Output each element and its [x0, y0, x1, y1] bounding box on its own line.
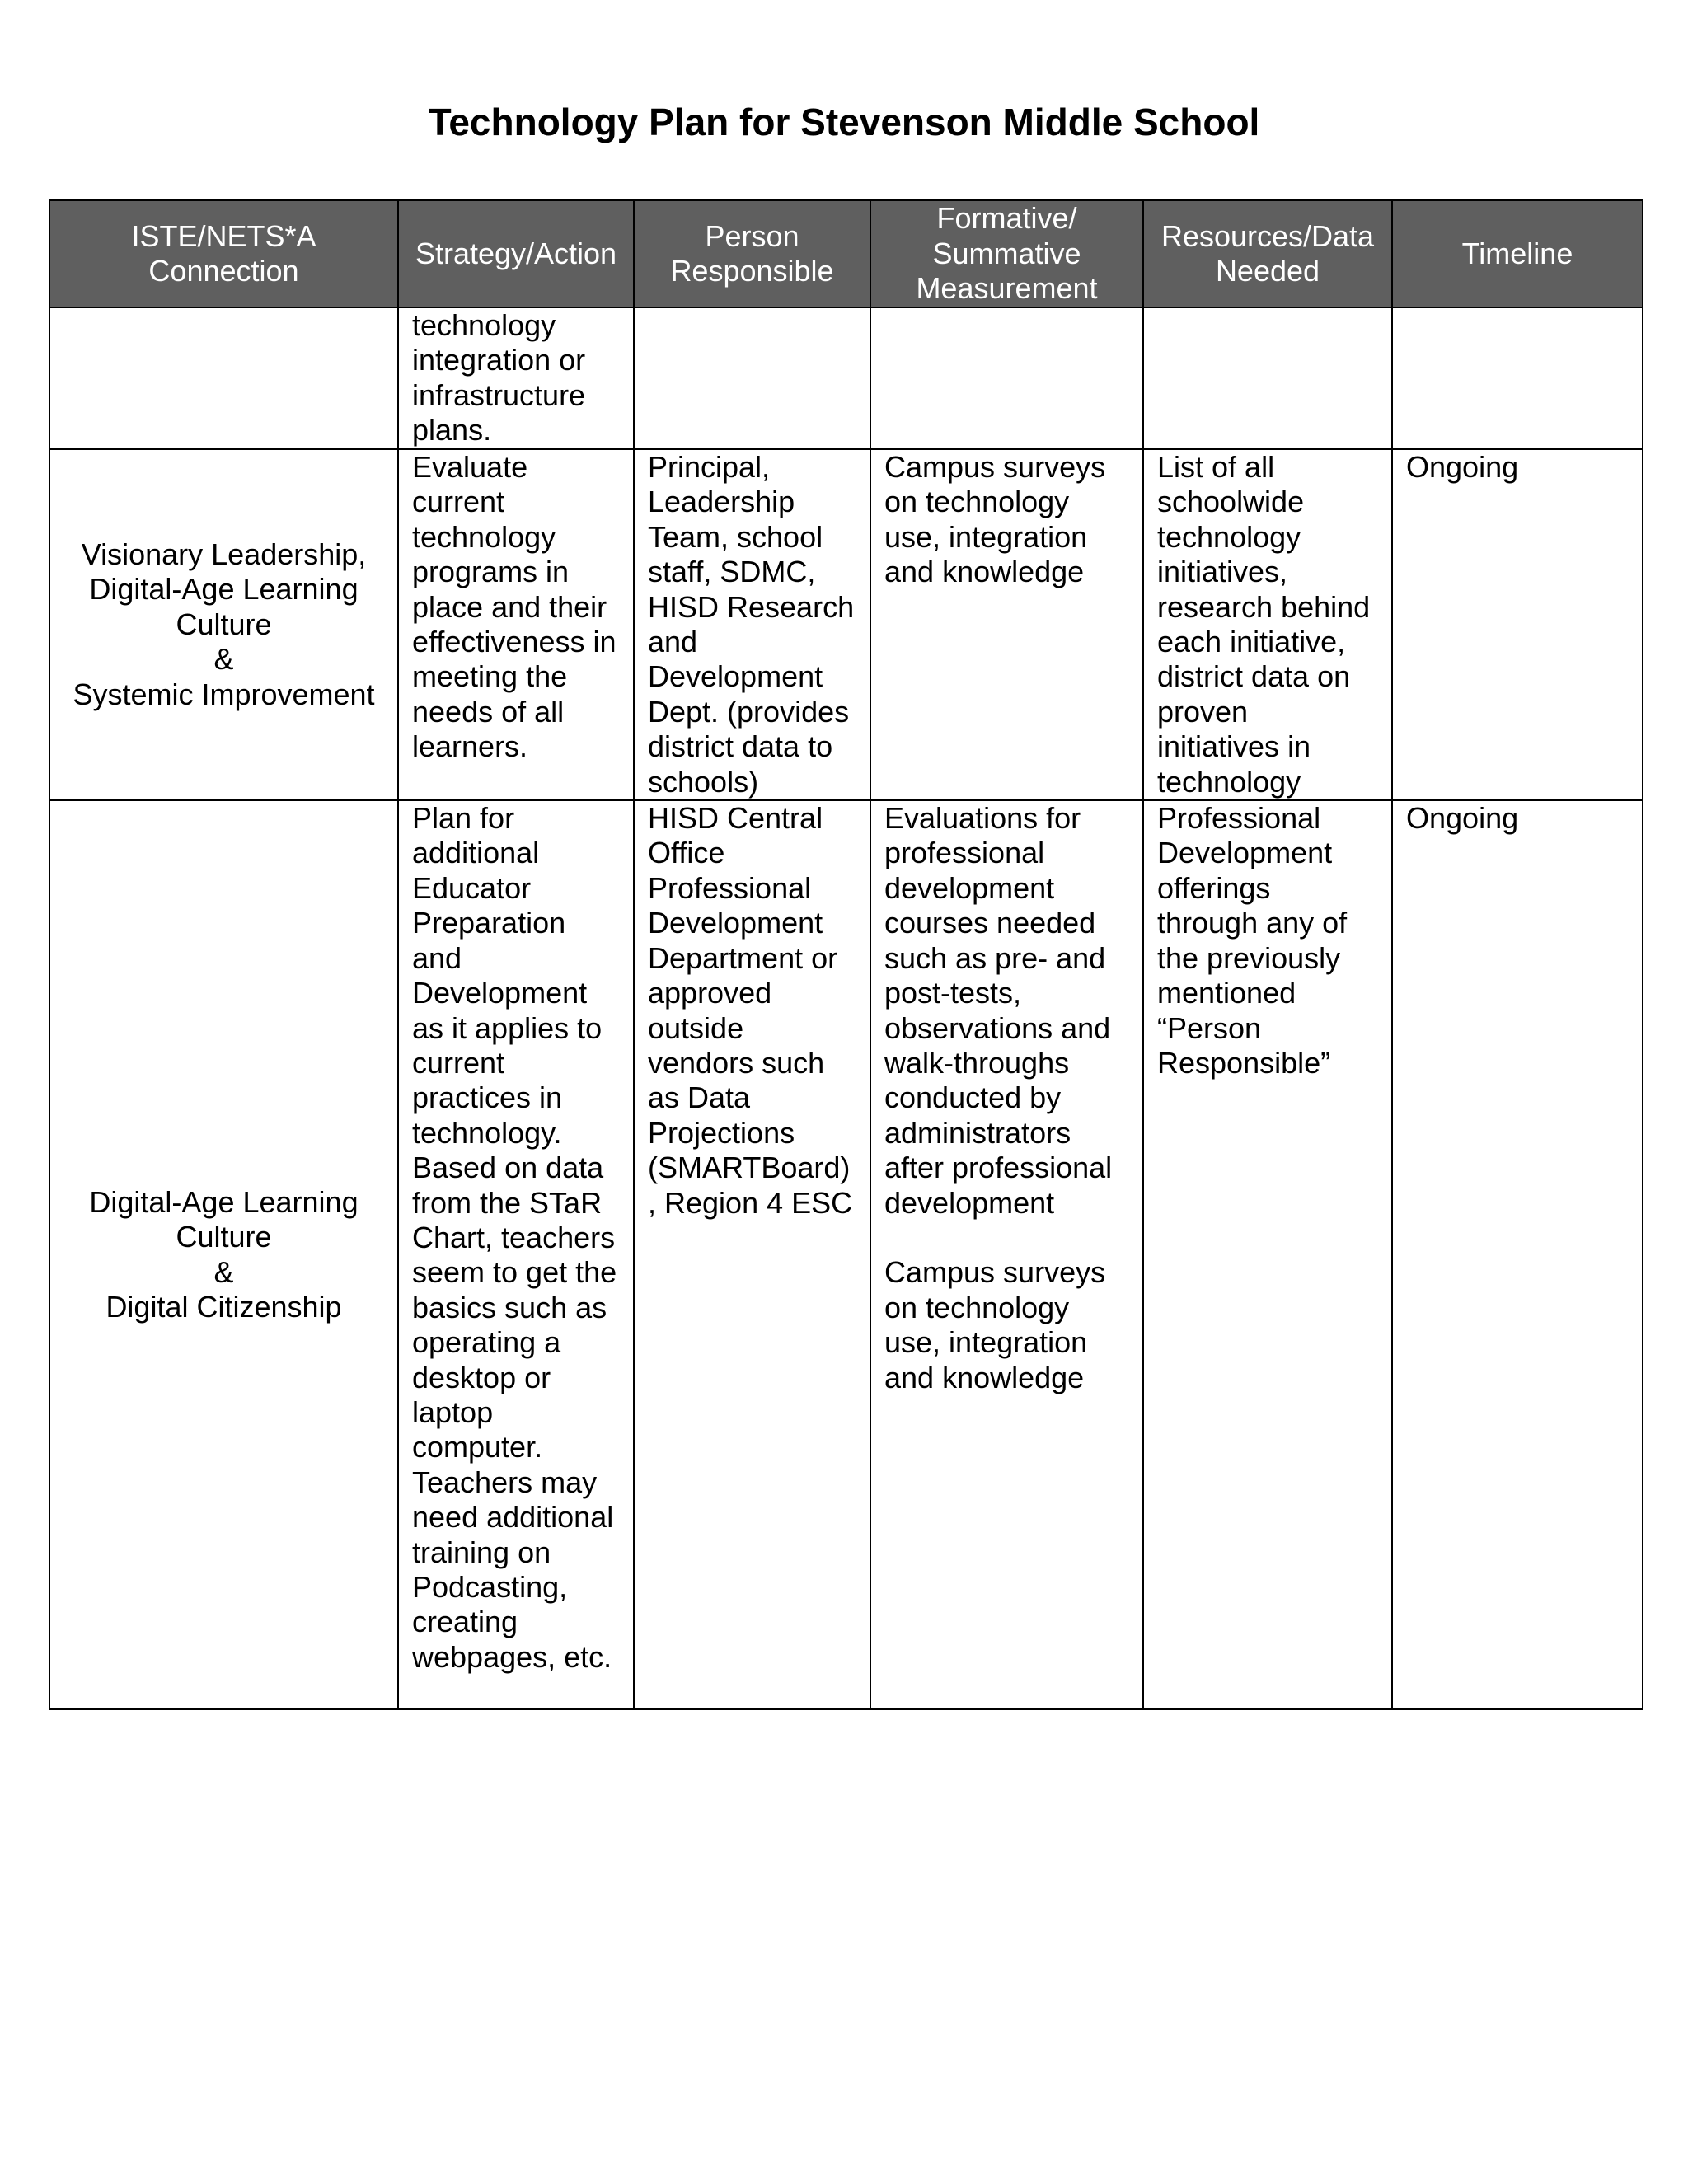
- cell-measurement: Campus surveys on technology use, integration and knowledge: [870, 449, 1143, 800]
- cell-strategy-action: Evaluate current technology programs in place and their effectiveness in meeting the needs of all learners.: [398, 449, 634, 800]
- header-timeline: Timeline: [1392, 200, 1643, 307]
- cell-person-responsible: Principal, Leadership Team, school staff, SDMC, HISD Research and Development Dept. (provides district data to schools): [634, 449, 870, 800]
- cell-timeline: [1392, 307, 1643, 449]
- cell-strategy-action: Plan for additional Educator Preparation and Development as it applies to current practices in technology. Based on data from the STaR Chart, teachers seem to get the basics such as operating a desktop or laptop computer. Teachers may need additional training on Podcasting, creating webpages, etc.: [398, 800, 634, 1709]
- cell-resources-data: Professional Development offerings through any of the previously mentioned “Person Responsible”: [1143, 800, 1392, 1709]
- header-strategy-action: Strategy/Action: [398, 200, 634, 307]
- cell-resources-data: List of all schoolwide technology initiatives, research behind each initiative, district data on proven initiatives in technology: [1143, 449, 1392, 800]
- cell-resources-data: [1143, 307, 1392, 449]
- page-title: Technology Plan for Stevenson Middle School: [428, 101, 1260, 143]
- cell-measurement: [870, 307, 1143, 449]
- technology-plan-table: [49, 199, 1643, 1710]
- cell-iste-connection: Digital-Age Learning Culture & Digital Citizenship: [49, 800, 398, 1709]
- cell-measurement: Evaluations for professional development courses needed such as pre- and post-tests, observations and walk-throughs conducted by administrators after professional development Campus surveys on technology use, integration and knowledge: [870, 800, 1143, 1709]
- table-row: [49, 800, 1643, 1709]
- cell-strategy-action: technology integration or infrastructure plans.: [398, 307, 634, 449]
- table-row: [49, 449, 1643, 800]
- cell-iste-connection: Visionary Leadership, Digital-Age Learning Culture & Systemic Improvement: [49, 449, 398, 800]
- cell-person-responsible: [634, 307, 870, 449]
- cell-timeline: Ongoing: [1392, 449, 1643, 800]
- table-row: [49, 307, 1643, 449]
- table-header-row: [49, 200, 1643, 307]
- header-measurement: Formative/ Summative Measurement: [870, 200, 1143, 307]
- header-person-responsible: Person Responsible: [634, 200, 870, 307]
- cell-timeline: Ongoing: [1392, 800, 1643, 1709]
- header-resources-data: Resources/Data Needed: [1143, 200, 1392, 307]
- cell-iste-connection: [49, 307, 398, 449]
- cell-person-responsible: HISD Central Office Professional Development Department or approved outside vendors such as Data Projections (SMARTBoard), Region 4 ESC: [634, 800, 870, 1709]
- header-iste-connection: ISTE/NETS*A Connection: [49, 200, 398, 307]
